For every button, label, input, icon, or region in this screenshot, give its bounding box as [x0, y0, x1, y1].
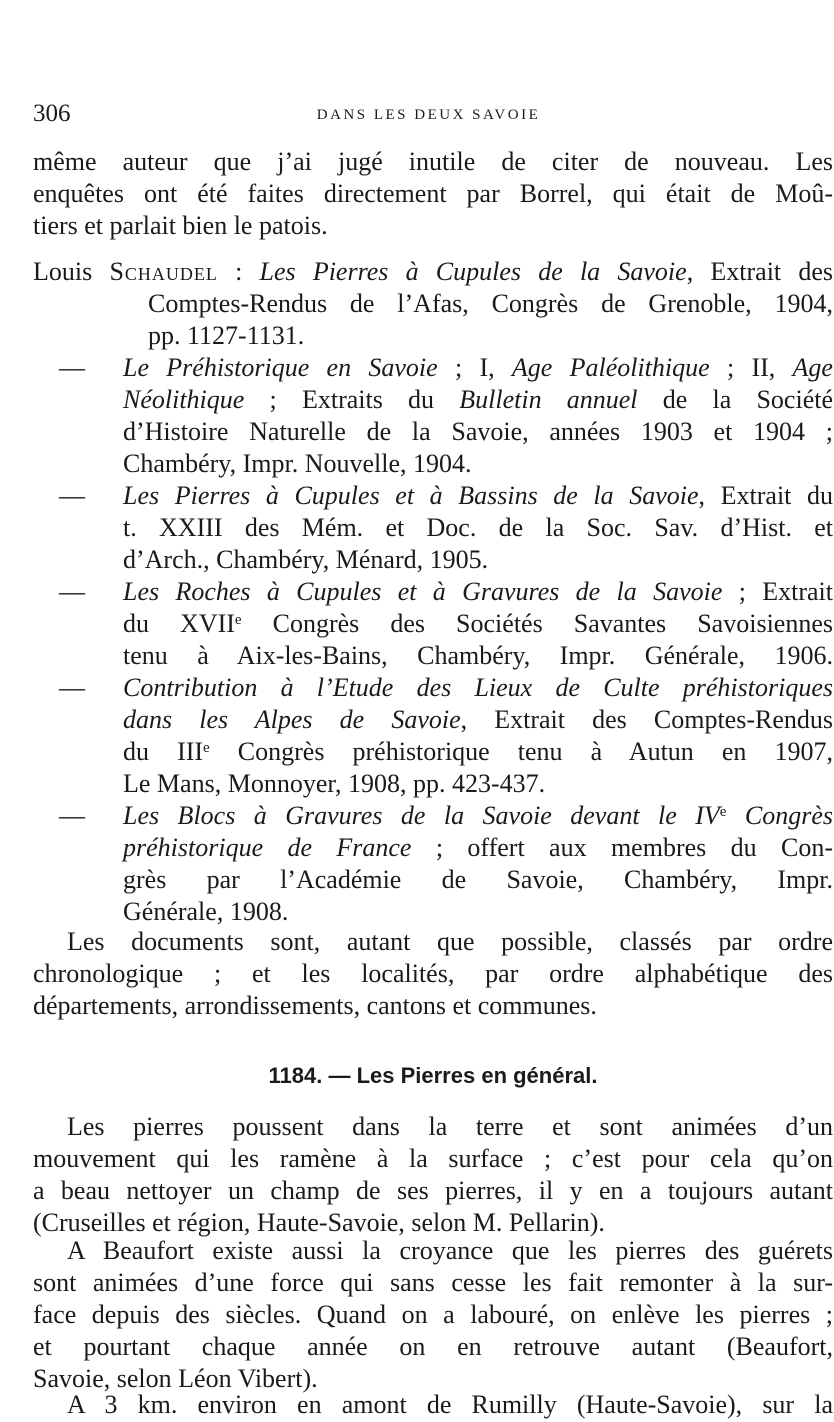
text-span: ; I, [437, 353, 512, 382]
text-line: d’Histoire Naturelle de la Savoie, années 1903 et 1904 ; [123, 417, 833, 446]
running-header [33, 100, 824, 134]
text-span: Congrès préhistorique tenu à Autun en 1907, [209, 737, 833, 766]
intro-paragraph [33, 146, 833, 242]
text-line: Les pierres poussent dans la terre et sont animées d’un [67, 1112, 833, 1141]
bib-entry-5-line-3 [33, 736, 833, 768]
superscript: e [719, 804, 727, 820]
text-line: Chambéry, Impr. Nouvelle, 1904. [123, 449, 472, 478]
paragraph-3 [33, 1389, 833, 1421]
ditto-dash: — [59, 353, 85, 382]
text-line: pp. 1127-1131. [148, 321, 305, 350]
work-title: Les Blocs à Gravures de la Savoie devant le IV [123, 801, 720, 830]
work-title: Contribution à l’Etude des Lieux de Culte préhistoriques [123, 673, 833, 702]
classement-paragraph [33, 926, 833, 1022]
text-span: du III [123, 737, 204, 766]
text-line: chronologique ; et les localités, par ordre alphabétique des [33, 959, 833, 988]
bib-entry-4-line-2 [33, 608, 833, 640]
running-title: DANS LES DEUX SAVOIE [316, 107, 541, 123]
bib-entry-5-line-1 [33, 672, 833, 704]
text-span: du XVII [123, 609, 235, 638]
text-line: enquêtes ont été faites directement par Borrel, qui était de Moû- [33, 179, 833, 208]
bib-entry-4-line-1 [33, 576, 833, 608]
text-line: A 3 km. environ en amont de Rumilly (Haute-Savoie), sur la [67, 1390, 833, 1419]
text-span: de la Société [637, 385, 833, 414]
text-span: , Extrait du [698, 481, 833, 510]
work-title: Les Pierres à Cupules et à Bassins de la Savoie [123, 481, 699, 510]
text-line: Savoie, selon Léon Vibert). [33, 1364, 318, 1393]
bib-entry-2-line-2 [33, 384, 833, 416]
text-line: tiers et parlait bien le patois. [33, 211, 328, 240]
ditto-dash: — [59, 801, 85, 830]
text-line: a beau nettoyer un champ de ses pierres, il y en a toujours autant [33, 1176, 833, 1205]
text-span: ; Extraits du [244, 385, 460, 414]
text-line: tenu à Aix-les-Bains, Chambéry, Impr. Générale, 1906. [123, 641, 833, 670]
text-span: ; Extrait [722, 577, 834, 606]
text-line: départements, arrondissements, cantons et communes. [33, 991, 597, 1020]
text-line: sont animées d’une force qui sans cesse les fait remonter à la sur- [33, 1268, 833, 1297]
work-title: dans les Alpes de Savoie [123, 705, 461, 734]
text-line: (Cruseilles et région, Haute-Savoie, selon M. Pellarin). [33, 1208, 605, 1237]
text-line: Les documents sont, autant que possible, classés par ordre [67, 927, 833, 956]
text-span: ; II, [709, 353, 793, 382]
bib-entry-1-line-1: Louis Schaudel : Les Pierres à Cupules de la Savoie, Extrait des [33, 257, 833, 286]
bib-entry-6-line-1 [33, 800, 833, 832]
ditto-dash: — [59, 577, 85, 606]
work-title: Les Roches à Cupules et à Gravures de la Savoie [123, 577, 723, 606]
text-line: même auteur que j’ai jugé inutile de citer de nouveau. Les [33, 147, 833, 176]
text-line: Le Mans, Monnoyer, 1908, pp. 423-437. [123, 769, 546, 798]
author-last-name: Schaudel [109, 257, 218, 286]
superscript: e [234, 612, 242, 628]
text-line: face depuis des siècles. Quand on a labouré, on enlève les pierres ; [33, 1300, 833, 1329]
text-span: ; offert aux membres du Con- [411, 833, 833, 862]
author-first-name: Louis [33, 257, 93, 286]
text-line: A Beaufort existe aussi la croyance que les pierres des guérets [67, 1236, 833, 1265]
work-title: Bulletin annuel [459, 385, 638, 414]
text-span: , Extrait des [686, 257, 833, 286]
ditto-dash: — [59, 481, 85, 510]
text-line: et pourtant chaque année on en retrouve autant (Beaufort, [33, 1332, 833, 1361]
work-title: Age Paléolithique [511, 353, 710, 382]
bib-entry-5-line-2 [33, 704, 833, 736]
page-number: 306 [33, 100, 71, 127]
paragraph-2 [33, 1235, 833, 1395]
work-title: Age [792, 353, 833, 382]
paragraph-1 [33, 1111, 833, 1239]
text-span: Congrès des Sociétés Savantes Savoisiennes [241, 609, 833, 638]
bibliography [33, 256, 833, 928]
work-title: préhistorique de France [123, 833, 412, 862]
superscript: e [203, 740, 210, 756]
text-line: d’Arch., Chambéry, Ménard, 1905. [123, 545, 489, 574]
text-line: t. XXIII des Mém. et Doc. de la Soc. Sav. d’Hist. et [123, 513, 833, 542]
bib-entry-6-line-2 [33, 832, 833, 864]
work-title: Néolithique [123, 385, 245, 414]
text-line: Comptes-Rendus de l’Afas, Congrès de Grenoble, 1904, [148, 289, 833, 318]
text-line: Générale, 1908. [123, 897, 289, 926]
work-title: Les Pierres à Cupules de la Savoie [259, 257, 687, 286]
ditto-dash: — [59, 673, 85, 702]
text-span: , Extrait des Comptes-Rendus [460, 705, 834, 734]
bib-entry-2-line-1 [33, 352, 833, 384]
work-title: Le Préhistorique en Savoie [123, 353, 438, 382]
bib-entry-3-line-1 [33, 480, 833, 512]
text-line: mouvement qui les ramène à la surface ; c’est pour cela qu’on [33, 1144, 833, 1173]
section-heading: 1184. — Les Pierres en général. [268, 1063, 598, 1088]
work-title: Congrès [726, 801, 833, 830]
text-line: grès par l’Académie de Savoie, Chambéry, Impr. [123, 865, 833, 894]
